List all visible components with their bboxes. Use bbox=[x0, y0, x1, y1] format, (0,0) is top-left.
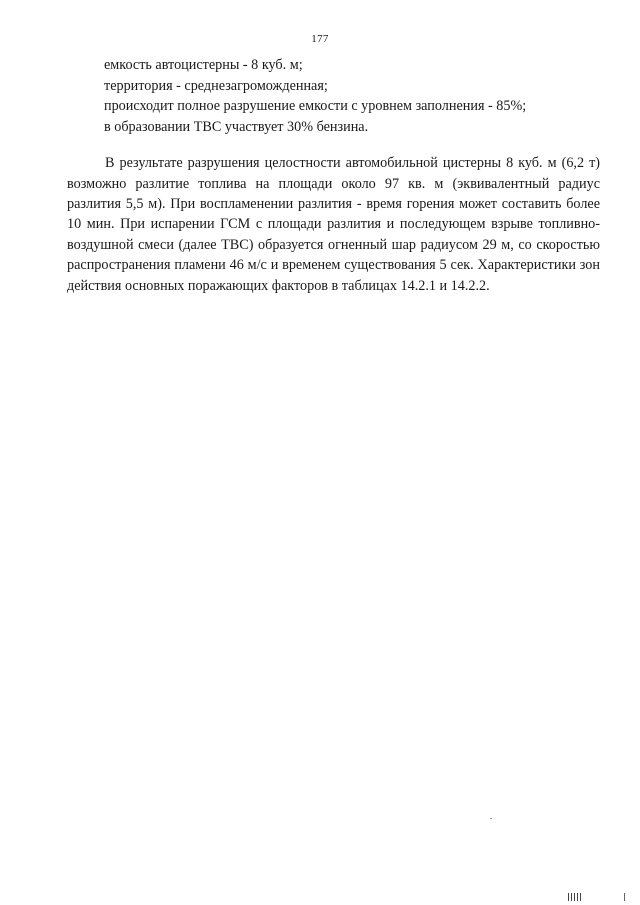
scan-barcode-marks bbox=[568, 893, 581, 901]
list-item: происходит полное разрушение емкости с уровнем заполнения - 85%; bbox=[104, 98, 527, 114]
scan-edge-mark bbox=[624, 893, 625, 901]
page-number: 177 bbox=[311, 33, 329, 45]
scan-speck bbox=[490, 818, 492, 819]
list-item: территория - среднезагроможденная; bbox=[104, 77, 328, 94]
list-item: емкость автоцистерны - 8 куб. м; bbox=[104, 57, 303, 73]
list-item: в образовании ТВС участвует 30% бензина. bbox=[104, 118, 369, 135]
list-block bbox=[104, 55, 600, 137]
body-paragraph: В результате разрушения целостности автомобильной цистерны 8 куб. м (6,2 т) возможно разлитие топлива на площади около 97 кв. м (эквивалентный радиус разлития 5,5 м). При воспламенении разлития - время горения может составить более 10 мин. При испарении ГСМ с площади разлития и последующем взрыве топливно-воздушной смеси (далее ТВС) образуется огненный шар радиусом 29 м, со скоростью распространения пламени 46 м/с и временем существования 5 сек. Характеристики зон действия основных поражающих факторов в таблицах 14.2.1 и 14.2.2. bbox=[67, 155, 600, 294]
